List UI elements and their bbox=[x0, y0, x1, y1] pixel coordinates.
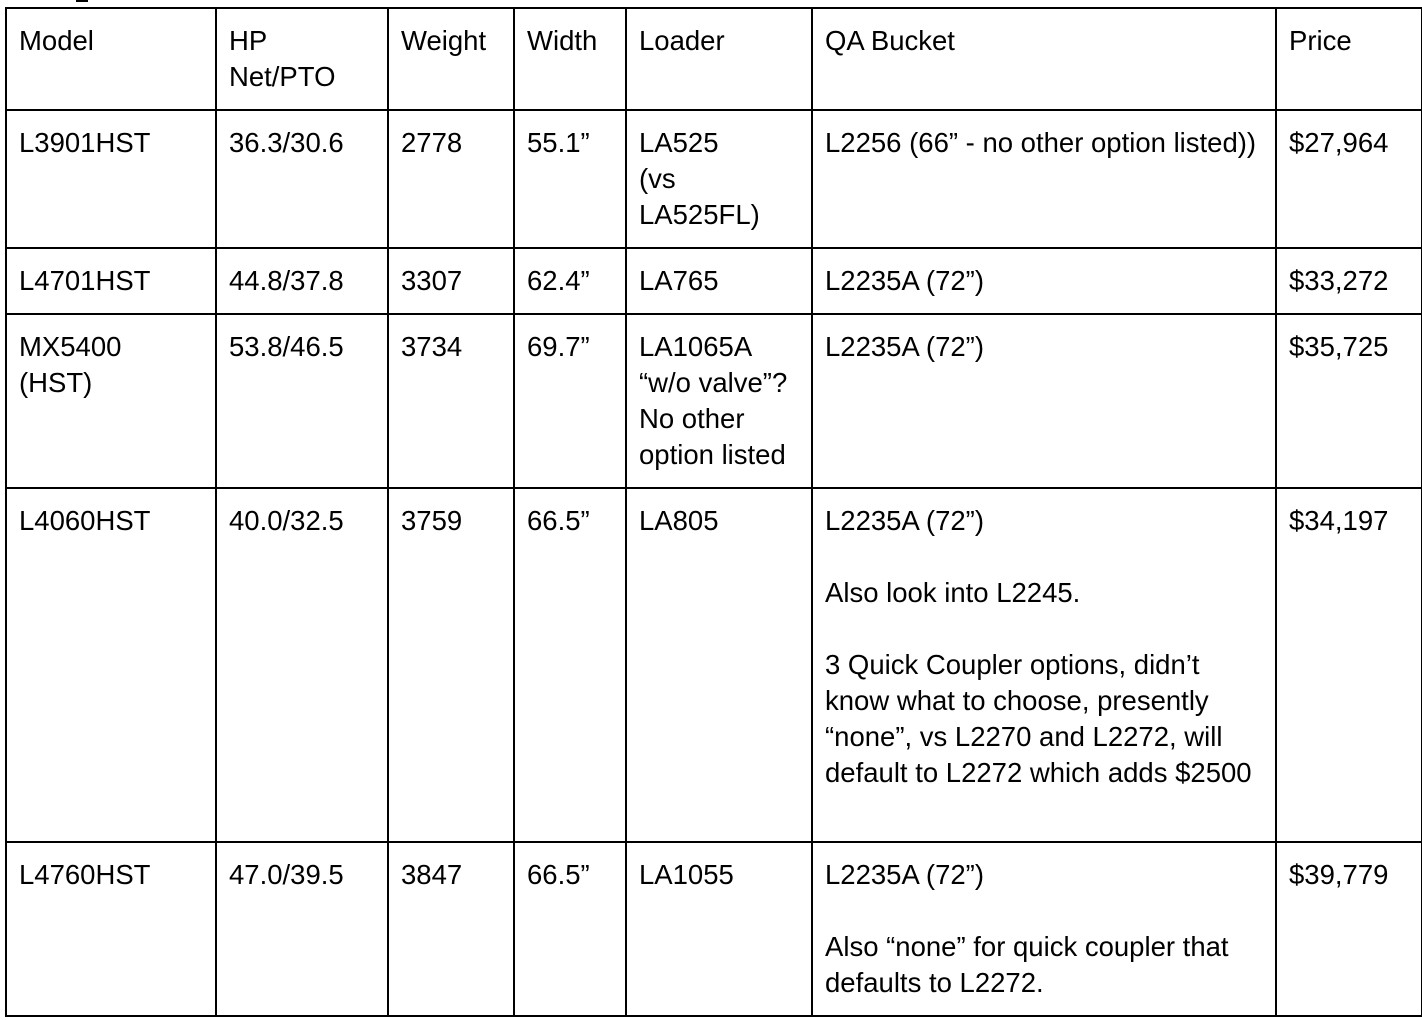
loader-line: LA805 bbox=[639, 505, 719, 536]
header-hp-line: HP bbox=[229, 25, 268, 56]
header-weight: Weight bbox=[388, 8, 514, 110]
cell-width: 55.1” bbox=[514, 110, 626, 248]
header-row bbox=[6, 8, 1422, 110]
cell-hp: 53.8/46.5 bbox=[216, 314, 388, 488]
header-width: Width bbox=[514, 8, 626, 110]
cell-weight: 3734 bbox=[388, 314, 514, 488]
cell-model bbox=[6, 842, 216, 1016]
loader-line: LA1065A bbox=[639, 331, 753, 362]
table-row bbox=[6, 248, 1422, 314]
cell-loader bbox=[626, 314, 812, 488]
cell-price: $35,725 bbox=[1276, 314, 1422, 488]
cell-loader bbox=[626, 110, 812, 248]
bucket-paragraph: L2256 (66” - no other option listed)) bbox=[825, 127, 1257, 158]
loader-line: “w/o valve”? bbox=[639, 367, 788, 398]
loader-line: option listed bbox=[639, 439, 786, 470]
cell-hp: 47.0/39.5 bbox=[216, 842, 388, 1016]
cell-loader bbox=[626, 248, 812, 314]
loader-line: LA765 bbox=[639, 265, 719, 296]
cell-weight: 3307 bbox=[388, 248, 514, 314]
cell-model bbox=[6, 110, 216, 248]
bucket-paragraph: Also look into L2245. bbox=[825, 577, 1081, 608]
clipped-text-fragment bbox=[76, 0, 88, 2]
model-line: (HST) bbox=[19, 367, 93, 398]
cell-bucket bbox=[812, 314, 1276, 488]
cell-width: 66.5” bbox=[514, 842, 626, 1016]
cell-width: 66.5” bbox=[514, 488, 626, 842]
cell-bucket bbox=[812, 842, 1276, 1016]
table-row bbox=[6, 110, 1422, 248]
cell-width: 69.7” bbox=[514, 314, 626, 488]
cell-width: 62.4” bbox=[514, 248, 626, 314]
model-line: MX5400 bbox=[19, 331, 122, 362]
cell-bucket bbox=[812, 248, 1276, 314]
table-row bbox=[6, 842, 1422, 1016]
cell-hp: 40.0/32.5 bbox=[216, 488, 388, 842]
model-line: L4701HST bbox=[19, 265, 151, 296]
cell-weight: 3759 bbox=[388, 488, 514, 842]
header-price: Price bbox=[1276, 8, 1422, 110]
header-bucket: QA Bucket bbox=[812, 8, 1276, 110]
cell-hp: 36.3/30.6 bbox=[216, 110, 388, 248]
bucket-paragraph: L2235A (72”) bbox=[825, 331, 984, 362]
loader-line: LA1055 bbox=[639, 859, 734, 890]
cell-bucket bbox=[812, 110, 1276, 248]
tractor-comparison-table bbox=[5, 7, 1422, 1017]
cell-loader bbox=[626, 488, 812, 842]
header-hp-line: Net/PTO bbox=[229, 61, 336, 92]
header-loader: Loader bbox=[626, 8, 812, 110]
bucket-paragraph: L2235A (72”) bbox=[825, 265, 984, 296]
model-line: L3901HST bbox=[19, 127, 151, 158]
loader-line: LA525FL) bbox=[639, 199, 760, 230]
cell-price: $33,272 bbox=[1276, 248, 1422, 314]
bucket-paragraph: 3 Quick Coupler options, didn’t know what to choose, presently “none”, vs L2270 and L2272, will default to L2272 which adds $2500 bbox=[825, 649, 1252, 788]
loader-line: LA525 bbox=[639, 127, 719, 158]
bucket-paragraph: Also “none” for quick coupler that defaults to L2272. bbox=[825, 931, 1229, 998]
bucket-paragraph: L2235A (72”) bbox=[825, 505, 984, 536]
loader-line: (vs bbox=[639, 163, 676, 194]
table-row bbox=[6, 488, 1422, 842]
cell-loader bbox=[626, 842, 812, 1016]
cell-model bbox=[6, 314, 216, 488]
header-hp bbox=[216, 8, 388, 110]
model-line: L4760HST bbox=[19, 859, 151, 890]
loader-line: No other bbox=[639, 403, 745, 434]
cell-hp: 44.8/37.8 bbox=[216, 248, 388, 314]
cell-weight: 3847 bbox=[388, 842, 514, 1016]
table-row bbox=[6, 314, 1422, 488]
header-model: Model bbox=[6, 8, 216, 110]
cell-price: $39,779 bbox=[1276, 842, 1422, 1016]
cell-bucket bbox=[812, 488, 1276, 842]
cell-price: $27,964 bbox=[1276, 110, 1422, 248]
cell-weight: 2778 bbox=[388, 110, 514, 248]
cell-model bbox=[6, 488, 216, 842]
cell-model bbox=[6, 248, 216, 314]
bucket-paragraph: L2235A (72”) bbox=[825, 859, 984, 890]
cell-price: $34,197 bbox=[1276, 488, 1422, 842]
model-line: L4060HST bbox=[19, 505, 151, 536]
